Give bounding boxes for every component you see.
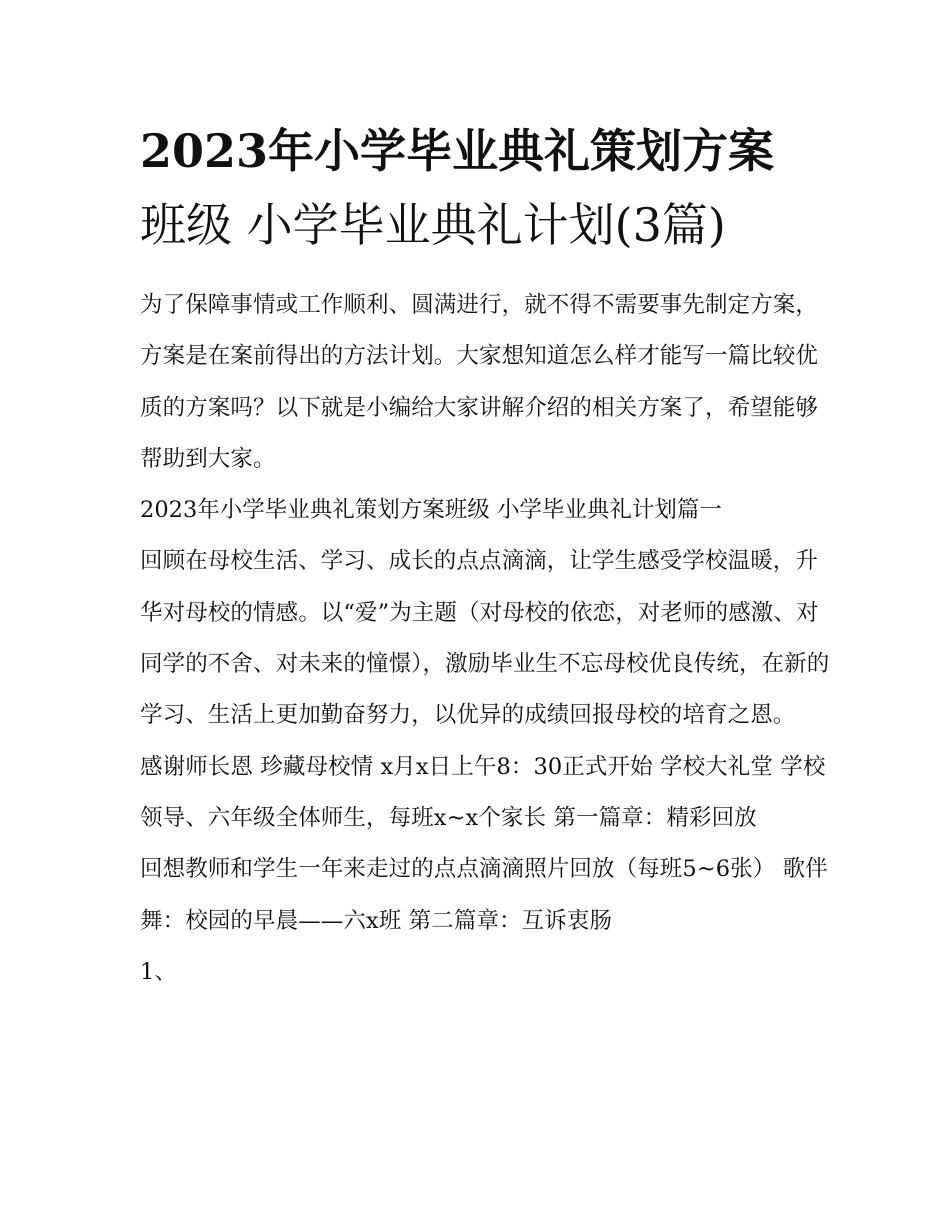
title-line-1 [140, 114, 820, 188]
title-line-2-text: 班级 小学毕业典礼计划(3篇) [140, 198, 726, 252]
list-item-1: 1、 [140, 958, 178, 985]
document-title [140, 114, 820, 262]
title-line-2 [140, 188, 820, 262]
title-line-1-text: 2023年小学毕业典礼策划方案 [140, 124, 775, 178]
chapter-one-paragraph: 回想教师和学生一年来走过的点点滴滴照片回放（每班5~6张） 歌伴舞：校园的早晨——六x班 第二篇章：互诉衷肠 [140, 856, 828, 934]
document-body [140, 280, 830, 998]
section-heading: 2023年小学毕业典礼策划方案班级 小学毕业典礼计划篇一 [140, 497, 722, 524]
event-info-paragraph: 感谢师长恩 珍藏母校情 x月x日上午8：30正式开始 学校大礼堂 学校领导、六年级全体师生，每班x~x个家长 第一篇章：精彩回放 [140, 753, 826, 831]
intro-paragraph: 为了保障事情或工作顺利、圆满进行，就不得不需要事先制定方案，方案是在案前得出的方法计划。大家想知道怎么样才能写一篇比较优质的方案吗？以下就是小编给大家讲解介绍的相关方案了，希望能够帮助到大家。 [140, 292, 819, 472]
purpose-paragraph: 回顾在母校生活、学习、成长的点点滴滴，让学生感受学校温暖，升华对母校的情感。以“爱”为主题（对母校的依恋，对老师的感激、对同学的不舍、对未来的憧憬），激励毕业生不忘母校优良传统，在新的学习、生活上更加勤奋努力，以优异的成绩回报母校的培育之恩。 [140, 548, 830, 729]
